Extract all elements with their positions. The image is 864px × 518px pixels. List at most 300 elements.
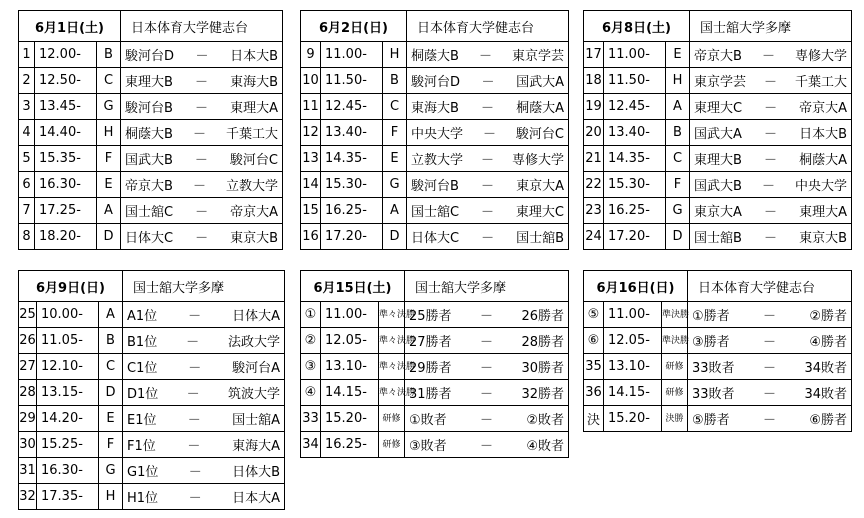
team-2: 桐蔭大A: [799, 153, 847, 168]
team-1: 国士舘C: [125, 205, 174, 220]
match-number: 21: [584, 146, 604, 172]
match-pairing: [690, 224, 852, 250]
team-2: 日体大B: [232, 465, 280, 480]
team-1: A1位: [127, 309, 158, 324]
team-2: 駿河台A: [232, 361, 280, 376]
team-1: 駿河台D: [411, 75, 461, 90]
match-number: 13: [301, 146, 321, 172]
versus-separator: －: [762, 309, 776, 324]
team-2: 筑波大学: [227, 387, 280, 402]
match-number: 16: [301, 224, 321, 250]
team-1: 東海大B: [411, 101, 459, 116]
match-number: 27: [19, 354, 37, 380]
match-pairing: [121, 172, 283, 198]
match-court: 準決勝: [662, 302, 688, 328]
match-number: 22: [584, 172, 604, 198]
match-pairing: [405, 380, 569, 406]
match-number: 3: [19, 94, 35, 120]
table-row: [19, 224, 283, 250]
versus-separator: －: [479, 413, 493, 428]
versus-separator: －: [188, 491, 202, 506]
versus-separator: －: [195, 205, 209, 220]
table-row: [19, 146, 283, 172]
team-1: ③敗者: [409, 439, 447, 454]
match-court: G: [97, 94, 121, 120]
match-date: 6月8日(土): [584, 11, 690, 42]
match-time: 12.05-: [321, 328, 379, 354]
table-row: [584, 120, 852, 146]
match-number: 12: [301, 120, 321, 146]
table-row: [19, 354, 285, 380]
match-pairing: [121, 94, 283, 120]
match-pairing: [688, 380, 852, 406]
match-pairing: [121, 68, 283, 94]
table-row: [301, 94, 569, 120]
match-court: D: [97, 224, 121, 250]
team-2: ⑥勝者: [809, 413, 847, 428]
match-time: 15.30-: [604, 172, 666, 198]
versus-separator: －: [192, 127, 206, 142]
table-row: [584, 68, 852, 94]
team-1: 31勝者: [409, 387, 452, 402]
team-2: 東海大A: [232, 439, 280, 454]
team-1: 帝京大B: [694, 49, 742, 64]
match-number: 10: [301, 68, 321, 94]
match-court: 決勝: [662, 406, 688, 432]
table-row: [301, 146, 569, 172]
team-2: 東海大B: [230, 75, 278, 90]
match-court: 準々決勝: [379, 328, 405, 354]
match-court: B: [666, 120, 690, 146]
team-1: 25勝者: [409, 309, 452, 324]
team-1: C1位: [127, 361, 158, 376]
table-row: [301, 432, 569, 458]
match-pairing: [690, 42, 852, 68]
versus-separator: －: [187, 439, 201, 454]
match-number: 35: [584, 354, 604, 380]
table-row: [19, 432, 285, 458]
match-time: 11.00-: [321, 42, 383, 68]
table-row: [584, 146, 852, 172]
match-court: F: [383, 120, 407, 146]
versus-separator: －: [195, 101, 209, 116]
match-court: E: [99, 406, 123, 432]
match-time: 15.35-: [35, 146, 97, 172]
team-1: G1位: [127, 465, 159, 480]
match-pairing: [690, 172, 852, 198]
match-time: 14.35-: [604, 146, 666, 172]
match-time: 11.00-: [321, 302, 379, 328]
match-pairing: [407, 172, 569, 198]
team-2: 日本大B: [799, 127, 847, 142]
table-header: [19, 271, 285, 302]
schedule-table-jun8: [583, 10, 852, 250]
table-row: [301, 328, 569, 354]
match-court: 研修: [379, 432, 405, 458]
match-pairing: [123, 328, 285, 354]
team-2: 専修大学: [511, 153, 564, 168]
versus-separator: －: [195, 49, 209, 64]
team-1: F1位: [127, 439, 156, 454]
match-number: 32: [19, 484, 37, 510]
team-1: 日体大C: [125, 231, 174, 246]
schedule-table-jun2: [300, 10, 569, 250]
table-header: [584, 11, 852, 42]
match-court: C: [666, 146, 690, 172]
versus-separator: －: [762, 413, 776, 428]
table-row: [584, 42, 852, 68]
team-2: ②勝者: [809, 309, 847, 324]
match-pairing: [690, 120, 852, 146]
table-header: [584, 271, 852, 302]
team-2: 東京学芸: [511, 49, 564, 64]
team-2: 帝京大A: [799, 101, 847, 116]
versus-separator: －: [194, 153, 208, 168]
match-pairing: [405, 302, 569, 328]
versus-separator: －: [764, 101, 778, 116]
versus-separator: －: [479, 309, 493, 324]
match-court: D: [383, 224, 407, 250]
match-time: 14.35-: [321, 146, 383, 172]
match-time: 11.00-: [604, 302, 662, 328]
versus-separator: －: [761, 49, 775, 64]
team-2: 32勝者: [521, 387, 564, 402]
table-row: [19, 302, 285, 328]
match-pairing: [405, 328, 569, 354]
table-row: [19, 94, 283, 120]
table-row: [301, 68, 569, 94]
team-2: ④敗者: [526, 439, 564, 454]
match-number: 34: [301, 432, 321, 458]
match-number: ④: [301, 380, 321, 406]
match-court: E: [383, 146, 407, 172]
team-1: ③勝者: [692, 335, 730, 350]
table-row: [301, 380, 569, 406]
table-row: [19, 68, 283, 94]
match-pairing: [690, 198, 852, 224]
versus-separator: －: [762, 335, 776, 350]
team-1: E1位: [127, 413, 157, 428]
table-row: [19, 380, 285, 406]
match-time: 13.15-: [37, 380, 99, 406]
match-pairing: [407, 146, 569, 172]
match-court: F: [666, 172, 690, 198]
match-pairing: [690, 94, 852, 120]
table-row: [301, 120, 569, 146]
match-pairing: [123, 484, 285, 510]
team-2: 34敗者: [804, 361, 847, 376]
match-number: 2: [19, 68, 35, 94]
match-number: 31: [19, 458, 37, 484]
match-time: 11.50-: [321, 68, 383, 94]
table-row: [584, 354, 852, 380]
match-time: 13.10-: [321, 354, 379, 380]
team-1: 桐蔭大B: [125, 127, 173, 142]
match-court: F: [99, 432, 123, 458]
team-1: B1位: [127, 335, 158, 350]
versus-separator: －: [186, 335, 200, 350]
match-date: 6月1日(土): [19, 11, 121, 42]
match-time: 15.20-: [604, 406, 662, 432]
match-time: 10.00-: [37, 302, 99, 328]
match-time: 14.40-: [35, 120, 97, 146]
versus-separator: －: [479, 387, 493, 402]
team-1: 国士舘B: [694, 231, 742, 246]
team-1: 国武大B: [694, 179, 742, 194]
match-number: 5: [19, 146, 35, 172]
match-court: G: [383, 172, 407, 198]
versus-separator: －: [480, 153, 494, 168]
versus-separator: －: [763, 205, 777, 220]
table-header: [19, 11, 283, 42]
table-row: [19, 198, 283, 224]
team-1: 29勝者: [409, 361, 452, 376]
team-2: 28勝者: [521, 335, 564, 350]
match-number: 9: [301, 42, 321, 68]
schedule-table-jun15: [300, 270, 569, 458]
match-court: B: [97, 42, 121, 68]
team-2: 日本大B: [230, 49, 278, 64]
match-court: H: [99, 484, 123, 510]
team-2: 東京大B: [230, 231, 278, 246]
team-1: 立教大学: [411, 153, 464, 168]
match-time: 13.40-: [604, 120, 666, 146]
team-1: 東理大B: [694, 153, 742, 168]
team-1: 帝京大B: [125, 179, 173, 194]
match-time: 16.25-: [604, 198, 666, 224]
team-2: 千葉工大: [794, 75, 847, 90]
table-row: [19, 120, 283, 146]
match-court: C: [99, 354, 123, 380]
match-court: D: [666, 224, 690, 250]
match-court: G: [99, 458, 123, 484]
match-pairing: [688, 406, 852, 432]
team-2: 26勝者: [521, 309, 564, 324]
match-time: 16.30-: [37, 458, 99, 484]
team-1: ①勝者: [692, 309, 730, 324]
team-1: 国武大B: [125, 153, 173, 168]
match-number: 25: [19, 302, 37, 328]
table-row: [301, 172, 569, 198]
team-1: ①敗者: [409, 413, 447, 428]
match-number: 6: [19, 172, 35, 198]
team-2: ④勝者: [809, 335, 847, 350]
match-time: 15.25-: [37, 432, 99, 458]
match-pairing: [123, 354, 285, 380]
table-row: [301, 406, 569, 432]
match-pairing: [690, 146, 852, 172]
versus-separator: －: [192, 179, 206, 194]
match-time: 12.05-: [604, 328, 662, 354]
table-row: [584, 406, 852, 432]
versus-separator: －: [481, 231, 495, 246]
schedule-table-jun16: [583, 270, 852, 432]
match-court: F: [97, 146, 121, 172]
match-number: ②: [301, 328, 321, 354]
versus-separator: －: [186, 387, 200, 402]
team-2: 30勝者: [521, 361, 564, 376]
team-1: 東京学芸: [694, 75, 747, 90]
match-court: D: [99, 380, 123, 406]
match-time: 12.00-: [35, 42, 97, 68]
team-2: 専修大学: [794, 49, 847, 64]
versus-separator: －: [478, 49, 492, 64]
table-row: [19, 406, 285, 432]
team-2: 立教大学: [225, 179, 278, 194]
team-2: 中央大学: [794, 179, 847, 194]
team-1: 33敗者: [692, 387, 735, 402]
match-number: 33: [301, 406, 321, 432]
table-row: [301, 302, 569, 328]
match-pairing: [405, 354, 569, 380]
team-1: 27勝者: [409, 335, 452, 350]
match-date: 6月16日(日): [584, 271, 688, 302]
team-1: 国士舘C: [411, 205, 460, 220]
match-time: 16.25-: [321, 432, 379, 458]
table-row: [301, 354, 569, 380]
versus-separator: －: [480, 205, 494, 220]
table-row: [19, 172, 283, 198]
match-time: 12.50-: [35, 68, 97, 94]
match-court: A: [99, 302, 123, 328]
team-2: 日体大A: [232, 309, 280, 324]
match-time: 11.05-: [37, 328, 99, 354]
match-court: A: [666, 94, 690, 120]
match-time: 11.50-: [604, 68, 666, 94]
table-row: [584, 380, 852, 406]
match-time: 14.15-: [321, 380, 379, 406]
match-pairing: [121, 198, 283, 224]
match-court: B: [99, 328, 123, 354]
versus-separator: －: [481, 75, 495, 90]
team-1: 東理大C: [694, 101, 743, 116]
match-court: B: [383, 68, 407, 94]
schedule-table-jun1: [18, 10, 283, 250]
match-number: 17: [584, 42, 604, 68]
match-number: 11: [301, 94, 321, 120]
match-pairing: [407, 198, 569, 224]
match-time: 16.25-: [321, 198, 383, 224]
match-time: 15.20-: [321, 406, 379, 432]
match-court: A: [97, 198, 121, 224]
match-court: E: [97, 172, 121, 198]
team-1: 東理大B: [125, 75, 173, 90]
versus-separator: －: [761, 179, 775, 194]
match-court: 準々決勝: [379, 302, 405, 328]
match-pairing: [123, 458, 285, 484]
match-court: 準々決勝: [379, 380, 405, 406]
match-number: 決: [584, 406, 604, 432]
versus-separator: －: [763, 127, 777, 142]
match-time: 14.20-: [37, 406, 99, 432]
team-2: 駿河台C: [229, 153, 278, 168]
team-2: 法政大学: [227, 335, 280, 350]
versus-separator: －: [763, 231, 777, 246]
versus-separator: －: [188, 309, 202, 324]
venue-name: 国士舘大学多摩: [690, 11, 852, 42]
schedule-table-jun9: [18, 270, 285, 510]
match-pairing: [405, 432, 569, 458]
team-2: 東理大C: [515, 205, 564, 220]
team-1: 国武大A: [694, 127, 742, 142]
match-court: 研修: [662, 380, 688, 406]
versus-separator: －: [479, 361, 493, 376]
match-pairing: [690, 68, 852, 94]
table-row: [584, 302, 852, 328]
team-2: 国士舘B: [516, 231, 564, 246]
versus-separator: －: [764, 153, 778, 168]
match-number: 20: [584, 120, 604, 146]
match-time: 17.20-: [321, 224, 383, 250]
match-pairing: [407, 94, 569, 120]
match-pairing: [121, 42, 283, 68]
match-court: 研修: [662, 354, 688, 380]
versus-separator: －: [481, 101, 495, 116]
match-date: 6月15日(土): [301, 271, 405, 302]
match-number: ③: [301, 354, 321, 380]
match-number: 18: [584, 68, 604, 94]
match-time: 12.45-: [604, 94, 666, 120]
match-court: H: [97, 120, 121, 146]
match-pairing: [407, 42, 569, 68]
match-time: 14.15-: [604, 380, 662, 406]
venue-name: 日本体育大学健志台: [121, 11, 283, 42]
table-row: [584, 198, 852, 224]
match-pairing: [121, 146, 283, 172]
team-2: 桐蔭大A: [516, 101, 564, 116]
match-time: 13.40-: [321, 120, 383, 146]
match-pairing: [407, 224, 569, 250]
match-date: 6月9日(日): [19, 271, 123, 302]
match-number: 15: [301, 198, 321, 224]
match-pairing: [123, 302, 285, 328]
team-1: 東京大A: [694, 205, 742, 220]
match-date: 6月2日(日): [301, 11, 407, 42]
versus-separator: －: [481, 179, 495, 194]
match-number: 8: [19, 224, 35, 250]
match-number: 24: [584, 224, 604, 250]
team-1: 駿河台D: [125, 49, 175, 64]
match-pairing: [123, 432, 285, 458]
match-number: 23: [584, 198, 604, 224]
match-time: 11.00-: [604, 42, 666, 68]
table-row: [301, 198, 569, 224]
team-2: 東京大B: [799, 231, 847, 246]
versus-separator: －: [195, 231, 209, 246]
match-number: ①: [301, 302, 321, 328]
match-number: 26: [19, 328, 37, 354]
versus-separator: －: [188, 361, 202, 376]
match-court: E: [666, 42, 690, 68]
team-1: D1位: [127, 387, 159, 402]
match-time: 13.45-: [35, 94, 97, 120]
table-row: [301, 224, 569, 250]
table-row: [584, 172, 852, 198]
match-time: 18.20-: [35, 224, 97, 250]
match-pairing: [123, 380, 285, 406]
team-1: 駿河台B: [125, 101, 173, 116]
match-court: A: [383, 198, 407, 224]
match-court: G: [666, 198, 690, 224]
match-time: 17.25-: [35, 198, 97, 224]
versus-separator: －: [479, 335, 493, 350]
team-1: 桐蔭大B: [411, 49, 459, 64]
match-time: 12.10-: [37, 354, 99, 380]
table-row: [19, 42, 283, 68]
team-2: 日本大A: [232, 491, 280, 506]
match-time: 12.45-: [321, 94, 383, 120]
match-time: 13.10-: [604, 354, 662, 380]
